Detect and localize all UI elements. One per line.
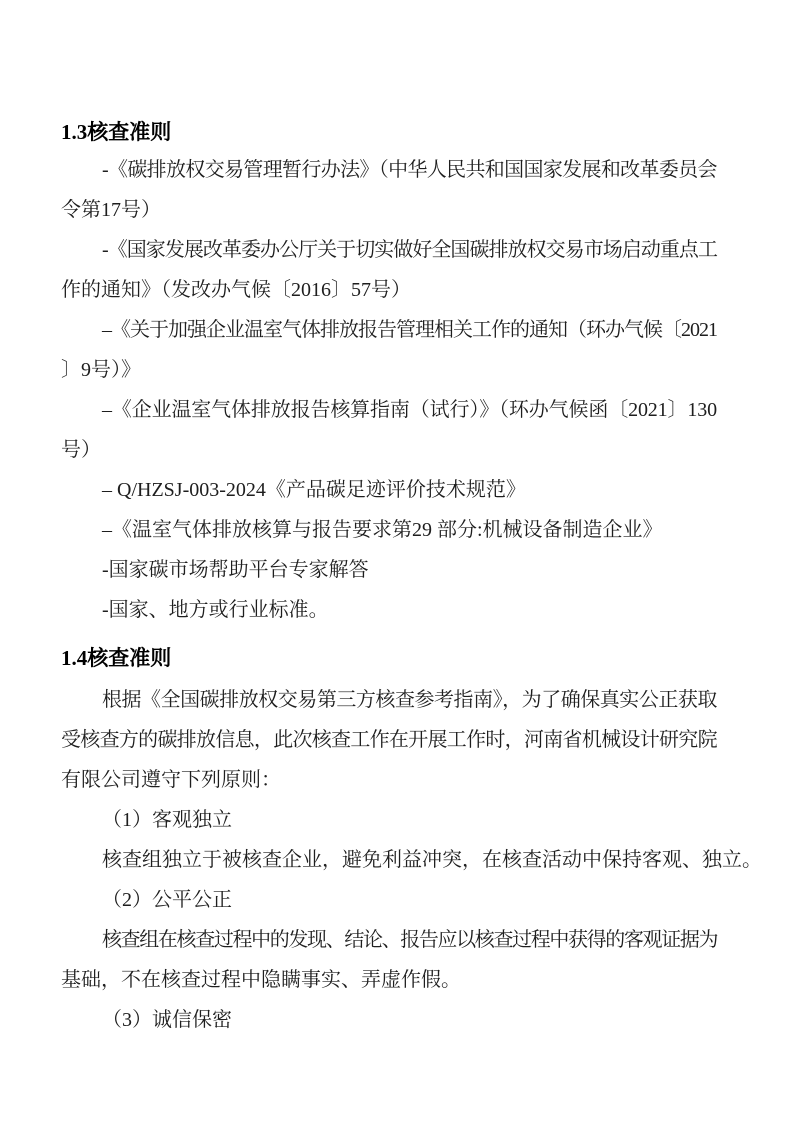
document-line: （1）客观独立 [102,809,232,831]
document-line: 根据《全国碳排放权交易第三方核查参考指南》，为了确保真实公正获取 [102,689,717,711]
document-line: -《碳排放权交易管理暂行办法》（中华人民共和国国家发展和改革委员会 [102,159,717,181]
document-line: 号） [61,439,101,461]
section-heading-1-4: 1.4核查准则 [61,646,172,670]
document-line: 核查组在核查过程中的发现、结论、报告应以核查过程中获得的客观证据为 [102,929,718,951]
document-line: （2）公平公正 [102,889,232,911]
document-page [61,0,762,1040]
document-line: 受核查方的碳排放信息，此次核查工作在开展工作时，河南省机械设计研究院 [61,729,717,751]
document-line: 核查组独立于被核查企业，避免利益冲突，在核查活动中保持客观、独立。 [102,849,762,871]
document-line: –《企业温室气体排放报告核算指南（试行）》（环办气候函〔2021〕130 [102,399,717,421]
document-line: –《关于加强企业温室气体排放报告管理相关工作的通知（环办气候〔2021 [102,319,717,341]
document-line: 基础，不在核查过程中隐瞒事实、弄虚作假。 [61,969,461,991]
document-line: （3）诚信保密 [102,1009,232,1031]
document-line: – Q/HZSJ-003-2024《产品碳足迹评价技术规范》 [102,479,526,501]
document-line: 〕9号）》 [61,359,141,381]
document-line: -国家、地方或行业标准。 [102,599,329,621]
document-line: –《温室气体排放核算与报告要求第29 部分:机械设备制造企业》 [102,519,663,541]
document-line: -国家碳市场帮助平台专家解答 [102,559,369,581]
document-line: 有限公司遵守下列原则： [61,769,281,791]
document-line: 作的通知》（发改办气候〔2016〕57号） [61,279,411,301]
document-line: -《国家发展改革委办公厅关于切实做好全国碳排放权交易市场启动重点工 [102,239,717,261]
document-line: 令第17号） [61,199,161,221]
section-heading-1-3: 1.3核查准则 [61,120,172,144]
